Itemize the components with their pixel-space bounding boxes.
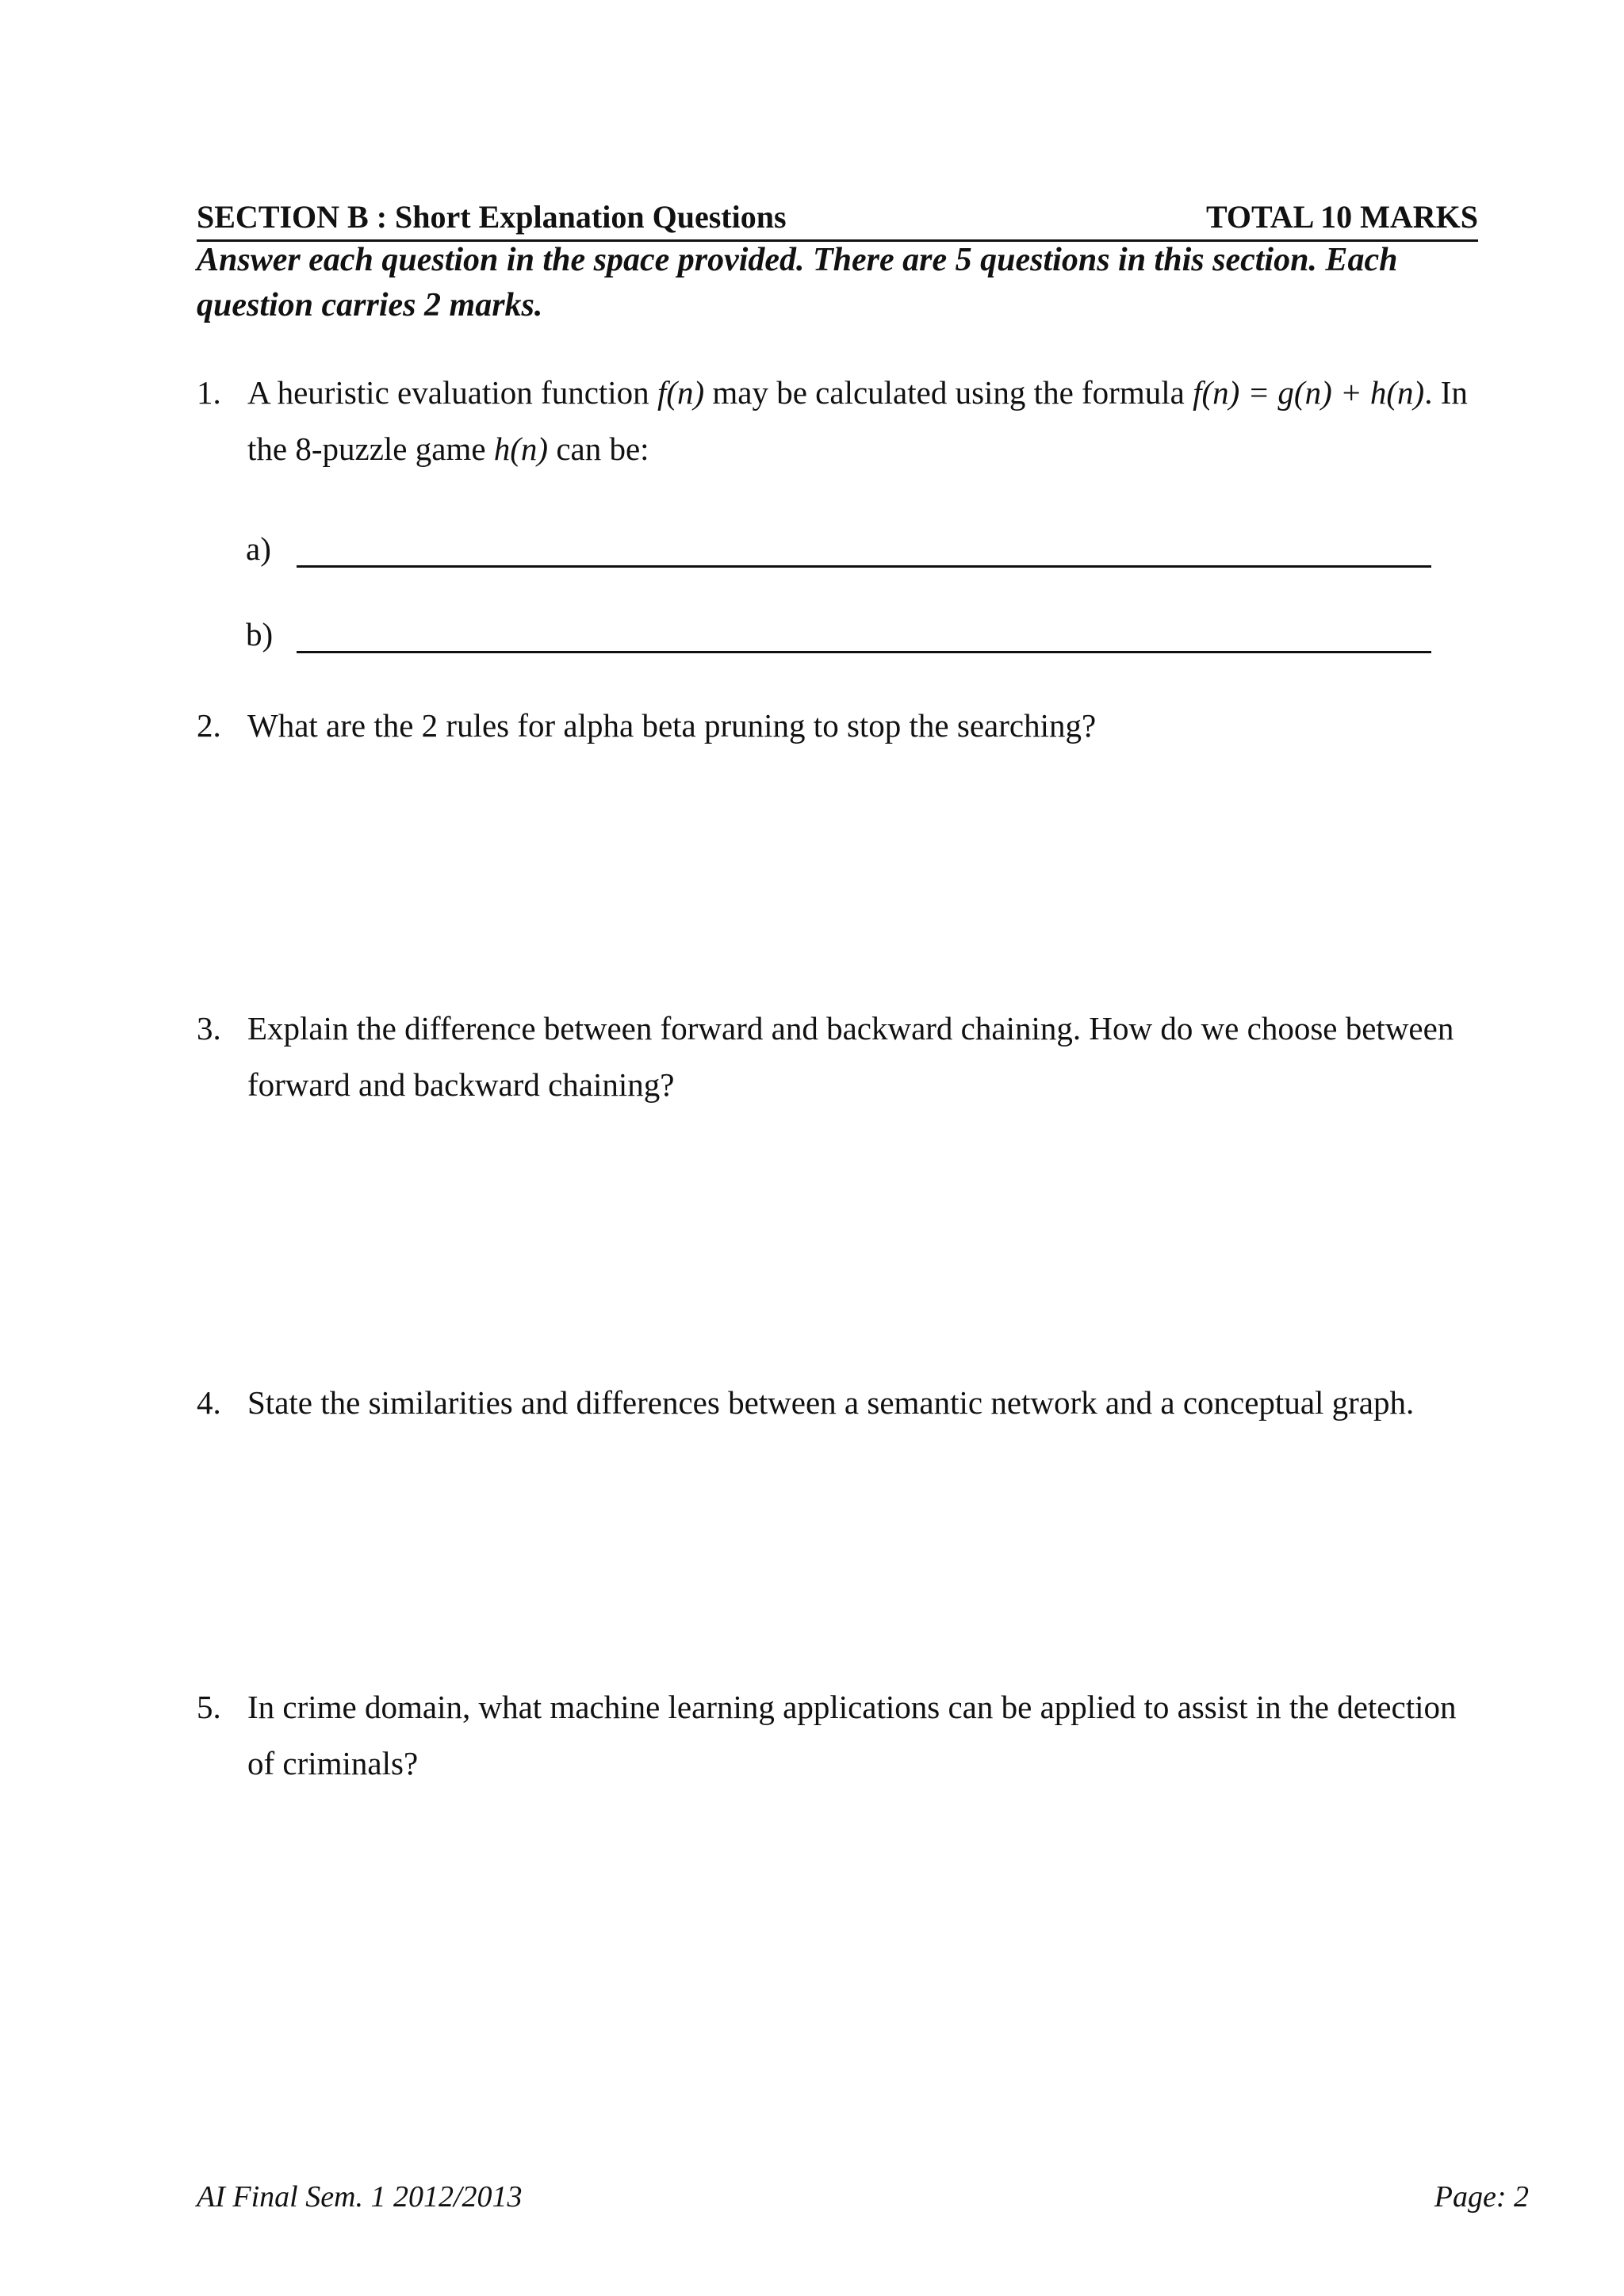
answer-line-b[interactable]	[246, 610, 1431, 658]
sub-item-label: b)	[246, 616, 274, 652]
question-text: Explain the difference between forward and backward chaining. How do we choose between forward and backward chaining?	[247, 1010, 1454, 1103]
formula-hn: h(n)	[493, 430, 549, 467]
section-title: SECTION B : Short Explanation Questions	[197, 199, 787, 235]
section-header	[197, 195, 1478, 242]
footer-page-number: Page: 2	[1434, 2180, 1529, 2214]
question-number: 4.	[197, 1384, 221, 1421]
section-instructions: Answer each question in the space provided. There are 5 questions in this section. Each question carries 2 marks.	[197, 242, 1398, 323]
question-number: 5.	[197, 1689, 221, 1725]
question-4	[197, 1375, 1481, 1431]
sub-item-label: a)	[246, 530, 271, 567]
section-total-marks: TOTAL 10 MARKS	[1205, 199, 1478, 235]
question-5	[197, 1679, 1481, 1792]
formula: f(n) = g(n) + h(n)	[1193, 374, 1425, 411]
answer-rule	[297, 651, 1431, 653]
footer-course: AI Final Sem. 1 2012/2013	[197, 2180, 523, 2214]
question-3	[197, 1001, 1481, 1113]
question-text: What are the 2 rules for alpha beta pruning to stop the searching?	[247, 707, 1097, 744]
question-number: 3.	[197, 1010, 221, 1047]
question-text: In crime domain, what machine learning applications can be applied to assist in the detection of criminals?	[247, 1689, 1457, 1781]
formula-fn: f(n)	[657, 374, 705, 411]
question-number: 2.	[197, 707, 221, 744]
question-text: A heuristic evaluation function f(n) may be calculated using the formula f(n) = g(n) + h(n). In the 8-puzzle game h(n) can be:	[247, 374, 1468, 467]
question-number: 1.	[197, 374, 221, 411]
question-1	[197, 365, 1481, 477]
answer-line-a[interactable]	[246, 525, 1431, 572]
question-text: State the similarities and differences between a semantic network and a conceptual graph.	[247, 1384, 1415, 1421]
answer-rule	[297, 565, 1431, 568]
question-2	[197, 698, 1481, 754]
